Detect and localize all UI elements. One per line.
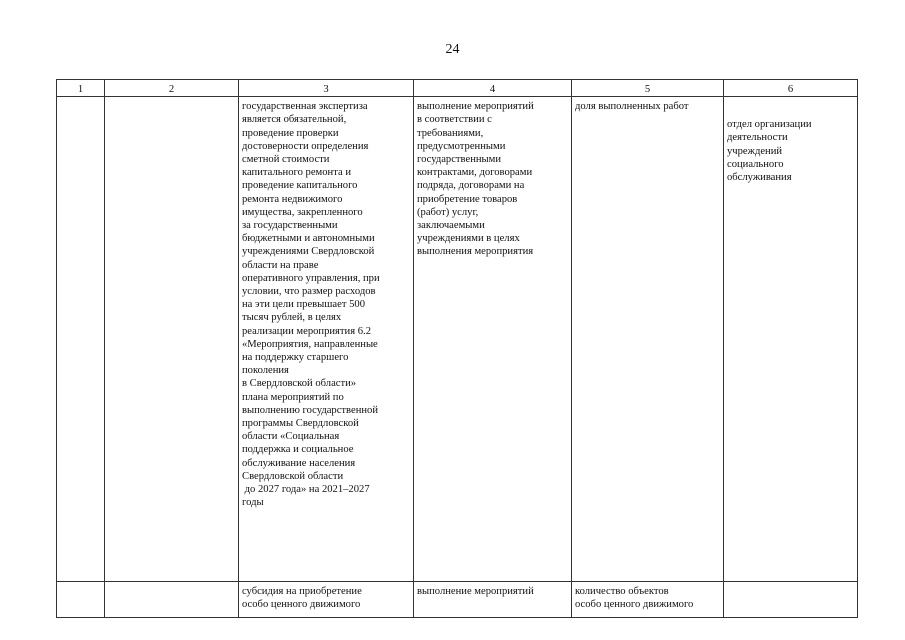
table-cell-number (57, 97, 105, 582)
activities-table (56, 79, 858, 618)
table-row (57, 97, 858, 582)
column-header-6: 6 (724, 80, 858, 97)
table-cell-activity: субсидия на приобретение особо ценного движимого (239, 582, 414, 618)
column-header-5: 5 (572, 80, 724, 97)
column-header-1: 1 (57, 80, 105, 97)
column-header-2: 2 (105, 80, 239, 97)
table-frame (56, 79, 857, 611)
table-cell-responsible: отдел организации деятельности учреждений социального обслуживания (724, 97, 858, 582)
table-cell-task (105, 582, 239, 618)
table-row (57, 582, 858, 618)
table-cell-indicator: количество объектов особо ценного движимого (572, 582, 724, 618)
table-cell-indicator: доля выполненных работ (572, 97, 724, 582)
page-number: 24 (445, 42, 460, 57)
column-header-4: 4 (414, 80, 572, 97)
table-cell-activity: государственная экспертиза является обязательной, проведение проверки достоверности определения сметной стоимости капитального ремонта и проведение капитального ремонта недвижимого имущества, закрепленного за государственными бюджетными и автономными учреждениями Свердловской области на праве оперативного управления, при условии, что размер расходов на эти цели превышает 500 тысяч рублей, в целях реализации мероприятия 6.2 «Мероприятия, направленные на поддержку старшего поколения в Свердловской области» плана мероприятий по выполнению государственной программы Свердловской области «Социальная поддержка и социальное обслуживание населения Свердловской области до 2027 года» на 2021–2027 годы (239, 97, 414, 582)
table-cell-task (105, 97, 239, 582)
table-cell-expected-result: выполнение мероприятий в соответствии с требованиями, предусмотренными государственными контрактами, договорами подряда, договорами на приобретение товаров (работ) услуг, заключаемыми учреждениями в целях выполнения мероприятия (414, 97, 572, 582)
table-header-row (57, 80, 858, 97)
column-header-3: 3 (239, 80, 414, 97)
table-cell-expected-result: выполнение мероприятий (414, 582, 572, 618)
table-cell-number (57, 582, 105, 618)
table-cell-responsible (724, 582, 858, 618)
